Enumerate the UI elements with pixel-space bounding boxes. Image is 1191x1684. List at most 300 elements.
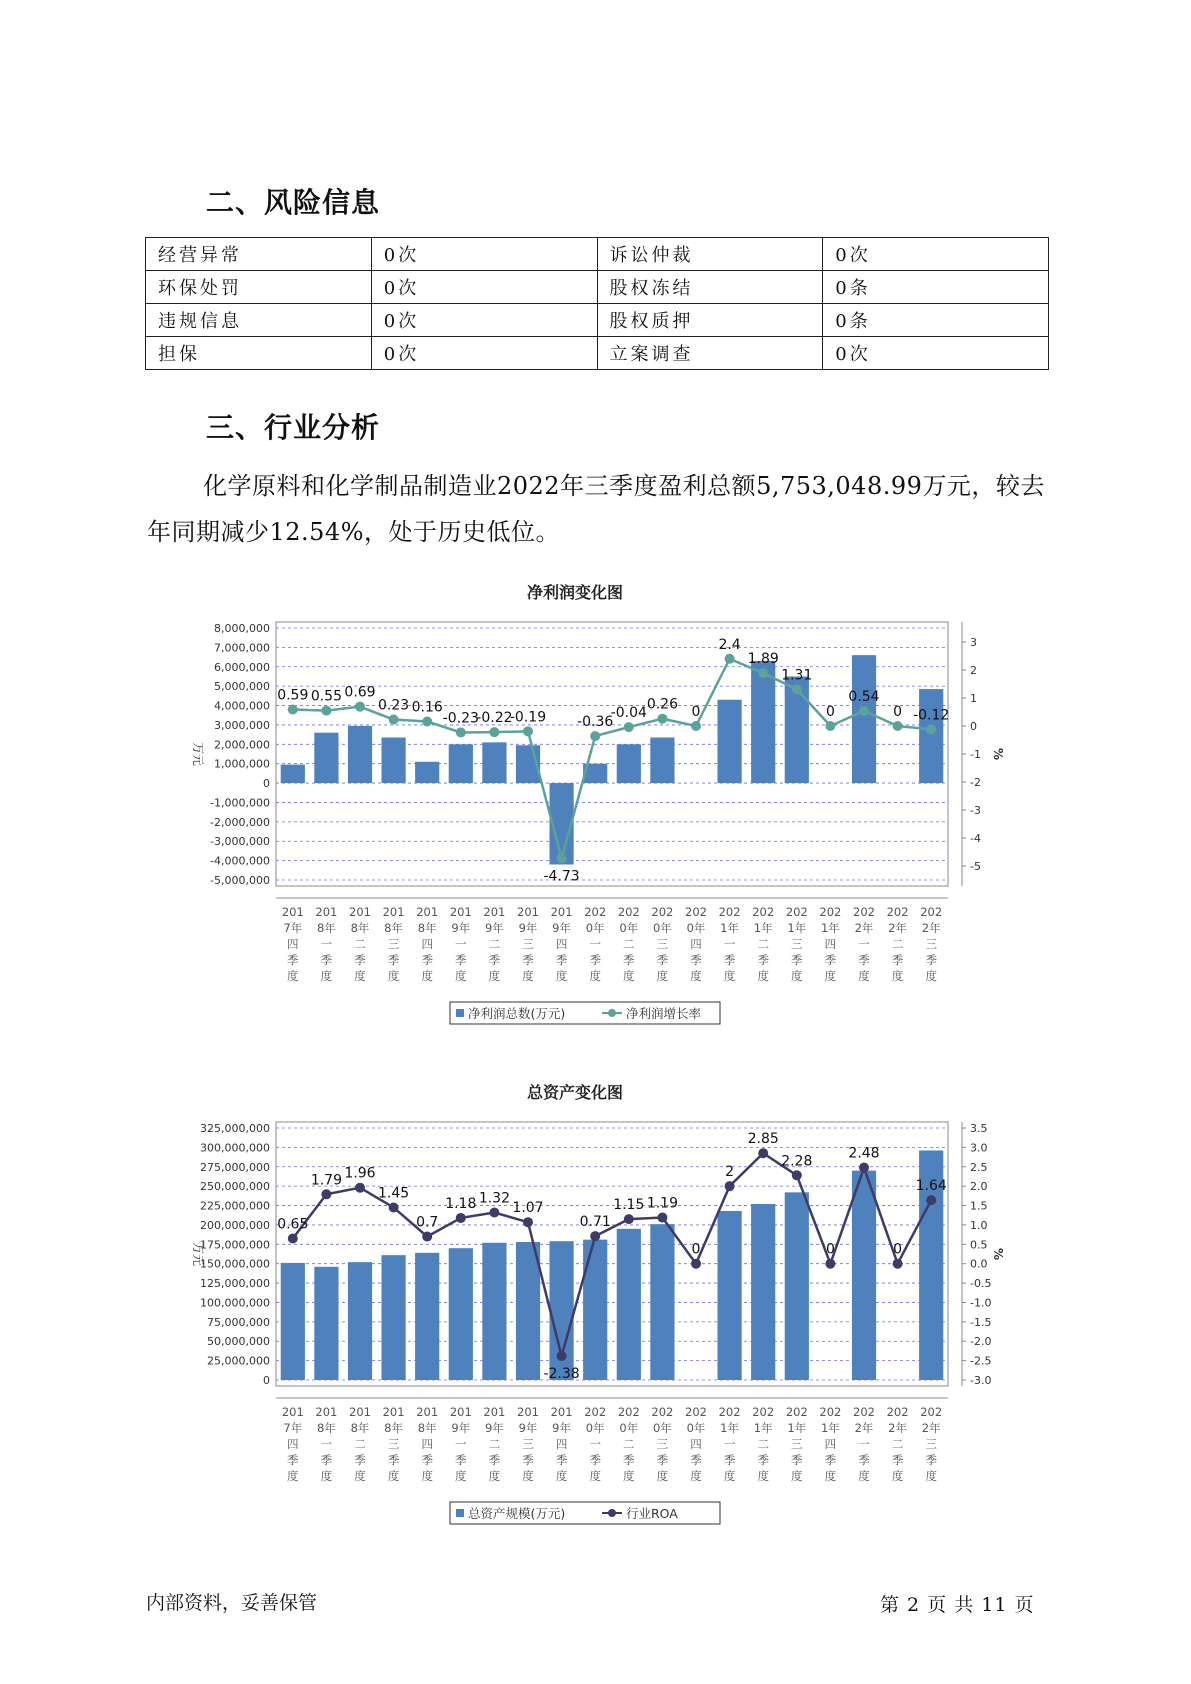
- x-tick-label: 季: [555, 1453, 568, 1467]
- y-tick-label: -3,000,000: [210, 835, 270, 849]
- x-tick-label: 201: [382, 905, 405, 919]
- bar: [449, 744, 473, 783]
- x-tick-label: 2年: [888, 1421, 908, 1435]
- line-point: [725, 1181, 735, 1191]
- x-tick-label: 202: [853, 1405, 875, 1419]
- data-label: 2.48: [848, 1145, 880, 1162]
- y-tick-label: 75,000,000: [207, 1315, 270, 1329]
- bar: [449, 1248, 473, 1380]
- x-tick-label: 7年: [283, 921, 303, 935]
- x-tick-label: 季: [690, 1453, 702, 1467]
- x-tick-label: 9年: [451, 1421, 471, 1435]
- x-tick-label: 季: [555, 953, 568, 967]
- line-point: [859, 1163, 869, 1173]
- line-point: [825, 721, 835, 731]
- x-tick-label: 2年: [921, 1421, 941, 1435]
- footer-page-number: 第 2 页 共 11 页: [880, 1594, 1035, 1616]
- x-tick-label: 度: [555, 1469, 568, 1483]
- x-tick-label: 1年: [753, 921, 773, 935]
- line-point: [523, 726, 533, 736]
- y2-tick-label: 1.5: [970, 1199, 988, 1213]
- bar: [348, 726, 372, 783]
- line-point: [590, 1231, 600, 1241]
- y2-tick-label: 3.5: [970, 1122, 988, 1135]
- x-tick-label: 四: [690, 937, 702, 951]
- data-label: 0.55: [310, 688, 342, 705]
- x-tick-label: 季: [488, 953, 501, 967]
- line-point: [288, 1233, 298, 1243]
- x-tick-label: 度: [723, 969, 736, 983]
- x-tick-label: 度: [656, 1469, 669, 1483]
- x-tick-label: 季: [690, 953, 702, 967]
- x-tick-label: 季: [589, 953, 601, 967]
- x-tick-label: 0年: [686, 921, 706, 935]
- x-tick-label: 202: [718, 905, 741, 919]
- risk-label-cell: 股权质押: [597, 304, 823, 337]
- x-tick-label: 季: [287, 953, 299, 967]
- risk-label-cell: 诉讼仲裁: [597, 238, 823, 271]
- bar: [617, 1229, 641, 1380]
- line-point: [456, 727, 466, 737]
- x-tick-label: 度: [690, 969, 702, 983]
- x-tick-label: 度: [488, 969, 501, 983]
- risk-label-cell: 环保处罚: [146, 271, 372, 304]
- y2-tick-label: 0.5: [970, 1238, 988, 1252]
- y-tick-label: -4,000,000: [210, 854, 270, 868]
- line-point: [926, 724, 936, 734]
- data-label: 1.79: [310, 1172, 342, 1189]
- line-point: [557, 1351, 567, 1361]
- line-point: [792, 684, 802, 694]
- legend-bar-label: 总资产规模(万元): [468, 1506, 566, 1521]
- y2-tick-label: 1: [970, 692, 977, 705]
- y2-tick-label: -1: [970, 748, 981, 761]
- x-tick-label: 201: [416, 1405, 439, 1419]
- legend-line-marker: [608, 1509, 616, 1517]
- x-tick-label: 7年: [283, 1421, 303, 1435]
- data-label: 0.69: [344, 684, 376, 701]
- x-tick-label: 201: [550, 905, 573, 919]
- y-tick-label: 325,000,000: [200, 1122, 270, 1135]
- x-tick-label: 度: [690, 1469, 702, 1483]
- chart-title: 总资产变化图: [526, 1083, 624, 1102]
- data-label: 0: [691, 704, 701, 720]
- x-tick-label: 度: [354, 969, 366, 983]
- x-tick-label: 0年: [652, 1421, 672, 1435]
- x-tick-label: 度: [757, 969, 769, 983]
- bar: [617, 744, 641, 783]
- x-tick-label: 一: [455, 1437, 467, 1451]
- x-tick-label: 季: [656, 953, 669, 967]
- data-label: 0: [893, 1241, 903, 1258]
- legend-line-marker: [608, 1009, 616, 1017]
- analysis-text: 化学原料和化学制品制造业2022年三季度盈利总额5,753,048.99万元，较去年同期减少12.54%，处于历史低位。: [147, 472, 1045, 546]
- x-tick-label: 季: [387, 953, 400, 967]
- y-tick-label: 6,000,000: [214, 660, 270, 674]
- y2-tick-label: -3.0: [970, 1374, 992, 1387]
- data-label: 1.32: [478, 1190, 510, 1207]
- x-tick-label: 季: [723, 953, 736, 967]
- data-label: 0.59: [277, 687, 309, 704]
- bar: [751, 661, 775, 783]
- x-tick-label: 202: [819, 1405, 842, 1419]
- x-tick-label: 季: [723, 1453, 736, 1467]
- data-label: 0: [825, 704, 835, 720]
- x-tick-label: 度: [455, 969, 467, 983]
- line-point: [893, 721, 903, 731]
- bar: [382, 738, 406, 784]
- x-tick-label: 度: [387, 969, 400, 983]
- x-tick-label: 201: [449, 905, 472, 919]
- risk-value-cell: 0条: [823, 271, 1049, 304]
- x-tick-label: 三: [387, 937, 400, 951]
- data-label: 2: [725, 1164, 735, 1181]
- risk-label-cell: 立案调查: [597, 337, 823, 370]
- x-tick-label: 1年: [820, 921, 840, 935]
- x-tick-label: 度: [858, 969, 870, 983]
- x-tick-label: 二: [354, 1437, 366, 1451]
- line-point: [758, 668, 768, 678]
- x-tick-label: 度: [287, 1469, 299, 1483]
- risk-value-cell: 0条: [823, 304, 1049, 337]
- bar: [516, 1242, 540, 1380]
- x-tick-label: 四: [555, 937, 568, 951]
- risk-value-cell: 0次: [823, 238, 1049, 271]
- x-tick-label: 0年: [585, 1421, 605, 1435]
- x-tick-label: 度: [522, 969, 534, 983]
- line-point: [691, 1259, 701, 1269]
- x-tick-label: 三: [791, 1437, 803, 1451]
- x-tick-label: 202: [617, 1405, 640, 1419]
- x-tick-label: 一: [723, 937, 736, 951]
- x-tick-label: 度: [421, 969, 433, 983]
- x-tick-label: 二: [354, 937, 366, 951]
- plot-frame: [276, 1122, 948, 1386]
- x-tick-label: 度: [723, 1469, 736, 1483]
- y-tick-label: 2,000,000: [214, 738, 270, 752]
- x-tick-label: 2年: [854, 1421, 874, 1435]
- x-tick-label: 一: [723, 1437, 736, 1451]
- risk-label-cell: 股权冻结: [597, 271, 823, 304]
- x-tick-label: 季: [925, 1453, 937, 1467]
- x-tick-label: 1年: [820, 1421, 840, 1435]
- x-tick-label: 季: [320, 1453, 333, 1467]
- section-title-industry: 三、行业分析: [206, 411, 381, 444]
- x-tick-label: 四: [824, 1437, 837, 1451]
- line-point: [758, 1148, 768, 1158]
- analysis-paragraph: [147, 463, 1057, 555]
- table-row: [146, 304, 1049, 337]
- x-tick-label: 三: [925, 1437, 937, 1451]
- x-tick-label: 201: [483, 905, 506, 919]
- data-label: -0.23: [442, 710, 479, 727]
- x-tick-label: 四: [421, 937, 433, 951]
- x-tick-label: 8年: [384, 1421, 404, 1435]
- x-tick-label: 度: [320, 1469, 333, 1483]
- line-point: [624, 722, 634, 732]
- x-tick-label: 三: [656, 1437, 669, 1451]
- line-point: [288, 704, 298, 714]
- x-tick-label: 二: [623, 937, 635, 951]
- x-tick-label: 9年: [518, 921, 538, 935]
- data-label: -0.12: [913, 707, 950, 724]
- x-tick-label: 201: [483, 1405, 506, 1419]
- risk-value-cell: 0次: [371, 271, 597, 304]
- data-label: 0.26: [646, 696, 678, 713]
- x-tick-label: 度: [488, 1469, 501, 1483]
- x-tick-label: 一: [589, 1437, 601, 1451]
- y-tick-label: 3,000,000: [214, 718, 270, 732]
- data-label: -0.36: [577, 714, 614, 731]
- y-tick-label: -1,000,000: [210, 796, 270, 810]
- x-tick-label: 9年: [552, 921, 572, 935]
- y-tick-label: 125,000,000: [200, 1277, 270, 1291]
- data-label: 0.16: [411, 699, 443, 716]
- x-tick-label: 201: [315, 905, 338, 919]
- risk-value-cell: 0次: [371, 304, 597, 337]
- section-title-risk: 二、风险信息: [206, 186, 381, 219]
- x-tick-label: 季: [656, 1453, 669, 1467]
- x-tick-label: 9年: [484, 921, 504, 935]
- bar: [281, 765, 305, 783]
- x-tick-label: 202: [853, 905, 875, 919]
- risk-value-cell: 0次: [371, 337, 597, 370]
- x-tick-label: 度: [891, 969, 904, 983]
- x-tick-label: 三: [387, 1437, 400, 1451]
- x-tick-label: 1年: [787, 921, 807, 935]
- x-tick-label: 一: [320, 937, 333, 951]
- y-tick-label: 175,000,000: [200, 1238, 270, 1252]
- x-tick-label: 8年: [384, 921, 404, 935]
- x-tick-label: 度: [925, 969, 937, 983]
- x-tick-label: 201: [550, 1405, 573, 1419]
- x-tick-label: 季: [455, 1453, 467, 1467]
- y2-tick-label: 0.0: [970, 1257, 988, 1271]
- legend-bar-swatch: [456, 1509, 464, 1517]
- data-label: 0.71: [579, 1214, 611, 1231]
- y-tick-label: -2,000,000: [210, 815, 270, 829]
- x-tick-label: 0年: [619, 921, 639, 935]
- table-row: [146, 238, 1049, 271]
- line-point: [489, 1208, 499, 1218]
- x-tick-label: 0年: [652, 921, 672, 935]
- x-tick-label: 8年: [350, 921, 370, 935]
- x-tick-label: 度: [623, 969, 635, 983]
- x-tick-label: 度: [555, 969, 568, 983]
- x-tick-label: 度: [589, 1469, 601, 1483]
- x-tick-label: 度: [387, 1469, 400, 1483]
- y2-tick-label: -2.0: [970, 1335, 992, 1349]
- x-tick-label: 季: [522, 1453, 534, 1467]
- x-tick-label: 202: [752, 905, 775, 919]
- table-row: [146, 271, 1049, 304]
- line-point: [422, 717, 432, 727]
- y-axis-label: 万元: [191, 1241, 205, 1267]
- x-tick-label: 二: [891, 937, 904, 951]
- bar: [583, 1240, 607, 1380]
- data-label: 1.89: [747, 651, 779, 668]
- x-tick-label: 度: [589, 969, 601, 983]
- x-tick-label: 202: [651, 905, 674, 919]
- line-point: [825, 1259, 835, 1269]
- x-tick-label: 季: [623, 1453, 635, 1467]
- y2-tick-label: -5: [970, 860, 981, 873]
- x-tick-label: 度: [757, 1469, 769, 1483]
- x-tick-label: 9年: [552, 1421, 572, 1435]
- x-tick-label: 一: [858, 937, 870, 951]
- x-tick-label: 季: [455, 953, 467, 967]
- x-tick-label: 一: [455, 937, 467, 951]
- legend-bar-label: 净利润总数(万元): [468, 1006, 566, 1021]
- x-tick-label: 202: [617, 905, 640, 919]
- bar: [650, 738, 674, 784]
- x-tick-label: 四: [555, 1437, 568, 1451]
- line-point: [389, 1202, 399, 1212]
- y-tick-label: 4,000,000: [214, 699, 270, 713]
- x-tick-label: 三: [791, 937, 803, 951]
- x-tick-label: 季: [891, 1453, 904, 1467]
- x-tick-label: 度: [824, 1469, 837, 1483]
- y2-tick-label: 1.0: [970, 1218, 988, 1232]
- x-tick-label: 季: [791, 1453, 803, 1467]
- x-tick-label: 1年: [720, 1421, 740, 1435]
- net-profit-chart-svg: [150, 580, 1005, 1040]
- x-tick-label: 度: [287, 969, 299, 983]
- x-tick-label: 四: [690, 1437, 702, 1451]
- y2-tick-label: -2.5: [970, 1354, 992, 1368]
- x-tick-label: 三: [522, 937, 534, 951]
- y-tick-label: 5,000,000: [214, 680, 270, 694]
- x-tick-label: 2年: [921, 921, 941, 935]
- x-tick-label: 201: [281, 1405, 304, 1419]
- x-tick-label: 季: [589, 1453, 601, 1467]
- x-tick-label: 8年: [316, 1421, 336, 1435]
- risk-value-cell: 0次: [823, 337, 1049, 370]
- bar: [482, 742, 506, 783]
- y-tick-label: 300,000,000: [200, 1141, 270, 1155]
- chart-title: 净利润变化图: [526, 583, 624, 602]
- x-tick-label: 度: [656, 969, 669, 983]
- data-label: 1.96: [344, 1165, 376, 1182]
- total-assets-chart: [150, 1080, 1005, 1544]
- x-tick-label: 202: [920, 905, 943, 919]
- data-label: 0: [691, 1241, 701, 1258]
- x-tick-label: 三: [925, 937, 937, 951]
- x-tick-label: 202: [752, 1405, 775, 1419]
- y-tick-label: 100,000,000: [200, 1296, 270, 1310]
- x-tick-label: 8年: [417, 921, 437, 935]
- x-tick-label: 0年: [585, 921, 605, 935]
- bar: [415, 1253, 439, 1380]
- x-tick-label: 度: [791, 969, 803, 983]
- x-tick-label: 202: [584, 905, 607, 919]
- legend-bar-swatch: [456, 1009, 464, 1017]
- x-tick-label: 201: [517, 1405, 539, 1419]
- x-tick-label: 四: [287, 937, 299, 951]
- x-tick-label: 201: [281, 905, 304, 919]
- x-tick-label: 9年: [484, 1421, 504, 1435]
- bar: [650, 1224, 674, 1380]
- data-label: 2.28: [781, 1153, 813, 1170]
- x-tick-label: 202: [685, 1405, 707, 1419]
- x-tick-label: 季: [858, 953, 870, 967]
- x-tick-label: 201: [449, 1405, 472, 1419]
- y2-tick-label: 3: [970, 636, 977, 649]
- x-tick-label: 202: [785, 905, 808, 919]
- line-point: [557, 853, 567, 863]
- line-point: [456, 1213, 466, 1223]
- x-tick-label: 201: [382, 1405, 405, 1419]
- x-tick-label: 度: [858, 1469, 870, 1483]
- x-tick-label: 9年: [451, 921, 471, 935]
- x-tick-label: 二: [488, 1437, 501, 1451]
- risk-label-cell: 担保: [146, 337, 372, 370]
- y2-tick-label: -1.5: [970, 1315, 992, 1329]
- x-tick-label: 季: [354, 953, 366, 967]
- footer-confidential: 内部资料，妥善保管: [146, 1592, 318, 1614]
- y2-tick-label: -4: [970, 832, 981, 845]
- data-label: 0: [825, 1241, 835, 1258]
- x-tick-label: 季: [522, 953, 534, 967]
- legend-line-label: 净利润增长率: [626, 1006, 702, 1021]
- data-label: 1.15: [613, 1197, 645, 1214]
- data-label: 2.85: [747, 1131, 779, 1148]
- x-tick-label: 季: [488, 1453, 501, 1467]
- x-tick-label: 一: [858, 1437, 870, 1451]
- data-label: -4.73: [543, 868, 580, 885]
- y-tick-label: 150,000,000: [200, 1257, 270, 1271]
- risk-label-cell: 经营异常: [146, 238, 372, 271]
- data-label: -0.22: [476, 710, 513, 727]
- total-assets-chart-svg: [150, 1080, 1005, 1540]
- x-tick-label: 季: [623, 953, 635, 967]
- bar: [348, 1262, 372, 1380]
- line-point: [422, 1232, 432, 1242]
- bar: [751, 1204, 775, 1380]
- bar: [382, 1255, 406, 1380]
- line-point: [926, 1195, 936, 1205]
- line-point: [321, 706, 331, 716]
- line-point: [355, 702, 365, 712]
- x-tick-label: 202: [785, 1405, 808, 1419]
- x-tick-label: 季: [757, 953, 769, 967]
- x-tick-label: 0年: [686, 1421, 706, 1435]
- net-profit-chart: [150, 580, 1005, 1044]
- x-tick-label: 季: [824, 953, 837, 967]
- x-tick-label: 四: [824, 937, 837, 951]
- x-tick-label: 一: [320, 1437, 333, 1451]
- x-tick-label: 二: [623, 1437, 635, 1451]
- y-tick-label: -5,000,000: [210, 874, 270, 887]
- y2-tick-label: -1.0: [970, 1296, 992, 1310]
- x-tick-label: 二: [757, 1437, 769, 1451]
- table-row: [146, 337, 1049, 370]
- x-tick-label: 202: [685, 905, 707, 919]
- bar: [785, 1192, 809, 1380]
- y-tick-label: 7,000,000: [214, 641, 270, 655]
- y2-tick-label: 2.5: [970, 1160, 988, 1174]
- x-tick-label: 202: [886, 1405, 909, 1419]
- x-tick-label: 202: [651, 1405, 674, 1419]
- x-tick-label: 度: [623, 1469, 635, 1483]
- data-label: 1.19: [646, 1195, 678, 1212]
- y-tick-label: 50,000,000: [207, 1335, 270, 1349]
- x-tick-label: 0年: [619, 1421, 639, 1435]
- x-tick-label: 度: [455, 1469, 467, 1483]
- risk-value-cell: 0次: [371, 238, 597, 271]
- data-label: 0.23: [378, 697, 410, 714]
- data-label: 0: [893, 704, 903, 720]
